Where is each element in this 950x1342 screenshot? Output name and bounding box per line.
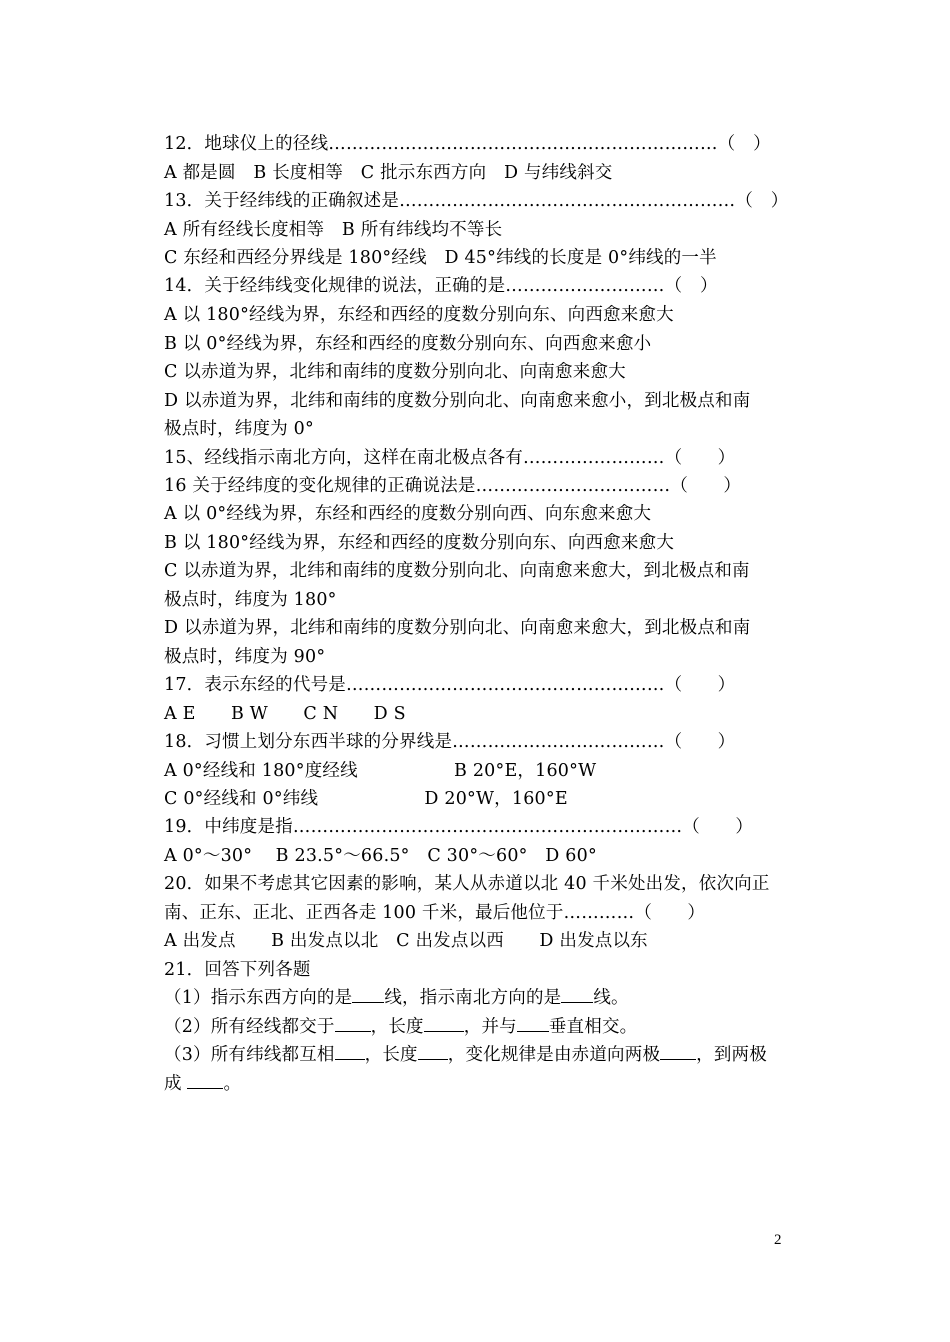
question-14-option-d: D 以赤道为界，北纬和南纬的度数分别向北、向南愈来愈小，到北极点和南 [164,391,751,411]
fill-text: （1）指示东西方向的是 [164,988,353,1008]
question-12: 12．地球仪上的径线…………………………………………………………（ ） [164,134,771,154]
answer-blank[interactable] [424,1013,464,1032]
question-14-option-d-cont: 极点时，纬度为 0° [164,419,314,439]
fill-text: 。 [223,1074,242,1094]
question-20-options: A 出发点 B 出发点以北 C 出发点以西 D 出发点以东 [164,931,648,951]
question-20: 20．如果不考虑其它因素的影响，某人从赤道以北 40 千米处出发，依次向正 [164,874,770,894]
question-18-option-b: B 20°E，160°W [454,761,597,781]
question-17-options: A E B W C N D S [164,704,406,724]
question-20-cont: 南、正东、正北、正西各走 100 千米，最后他位于…………（ ） [164,903,706,923]
answer-blank[interactable] [187,1070,223,1089]
question-19: 19．中纬度是指…………………………………………………………（ ） [164,817,754,837]
answer-blank[interactable] [660,1041,696,1060]
fill-text: 线，指示南北方向的是 [384,988,562,1008]
answer-blank[interactable] [418,1041,448,1060]
page-number: 2 [774,1232,782,1248]
question-16-option-c: C 以赤道为界，北纬和南纬的度数分别向北、向南愈来愈大，到北极点和南 [164,561,750,581]
fill-text: 成 [164,1074,188,1094]
question-13: 13．关于经纬线的正确叙述是…………………………………………………（ ） [164,191,789,211]
question-14: 14．关于经纬线变化规律的说法，正确的是………………………（ ） [164,276,718,296]
question-21-part-3 [164,1041,794,1069]
question-14-option-b: B 以 0°经线为界，东经和西经的度数分别向东、向西愈来愈小 [164,334,652,354]
question-21: 21．回答下列各题 [164,960,311,980]
question-18-options-cd: C 0°经线和 0°纬线 D 20°W，160°E [164,789,568,809]
question-16-option-d-cont: 极点时，纬度为 90° [164,647,326,667]
answer-blank[interactable] [517,1013,549,1032]
answer-blank[interactable] [335,1041,365,1060]
question-18-option-a: A 0°经线和 180°度经线 [164,761,358,781]
fill-text: （2）所有经线都交于 [164,1017,335,1037]
question-18: 18．习惯上划分东西半球的分界线是………………………………（ ） [164,732,736,752]
fill-text: ，长度 [370,1017,424,1037]
answer-blank[interactable] [561,984,593,1003]
question-16-option-c-cont: 极点时，纬度为 180° [164,590,337,610]
question-19-options: A 0°～30° B 23.5°～66.5° C 30°～60° D 60° [164,846,597,866]
fill-text: ，并与 [463,1017,517,1037]
fill-text: ，变化规律是由赤道向两极 [447,1045,661,1065]
question-21-part-2 [164,1013,794,1041]
question-17: 17．表示东经的代号是………………………………………………（ ） [164,675,736,695]
fill-text: （3）所有纬线都互相 [164,1045,335,1065]
question-16-option-d: D 以赤道为界，北纬和南纬的度数分别向北、向南愈来愈大，到北极点和南 [164,618,751,638]
answer-blank[interactable] [352,984,384,1003]
question-18-options-ab [164,757,794,785]
question-16: 16 关于经纬度的变化规律的正确说法是……………………………（ ） [164,476,742,496]
fill-text: ，长度 [364,1045,418,1065]
fill-text: ，到两极 [696,1045,767,1065]
answer-blank[interactable] [335,1013,371,1032]
question-21-part-1 [164,984,794,1012]
question-16-option-a: A 以 0°经线为界，东经和西经的度数分别向西、向东愈来愈大 [164,504,652,524]
question-14-option-a: A 以 180°经线为界，东经和西经的度数分别向东、向西愈来愈大 [164,305,674,325]
question-16-option-b: B 以 180°经线为界，东经和西经的度数分别向东、向西愈来愈大 [164,533,675,553]
question-13-options-cd: C 东经和西经分界线是 180°经线 D 45°纬线的长度是 0°纬线的一半 [164,248,717,268]
question-14-option-c: C 以赤道为界，北纬和南纬的度数分别向北、向南愈来愈大 [164,362,626,382]
question-13-options-ab: A 所有经线长度相等 B 所有纬线均不等长 [164,220,503,240]
question-21-part-3-cont [164,1070,794,1098]
question-15: 15、经线指示南北方向，这样在南北极点各有……………………（ ） [164,448,736,468]
fill-text: 线。 [593,988,629,1008]
fill-text: 垂直相交。 [548,1017,638,1037]
question-12-options: A 都是圆 B 长度相等 C 批示东西方向 D 与纬线斜交 [164,163,613,183]
